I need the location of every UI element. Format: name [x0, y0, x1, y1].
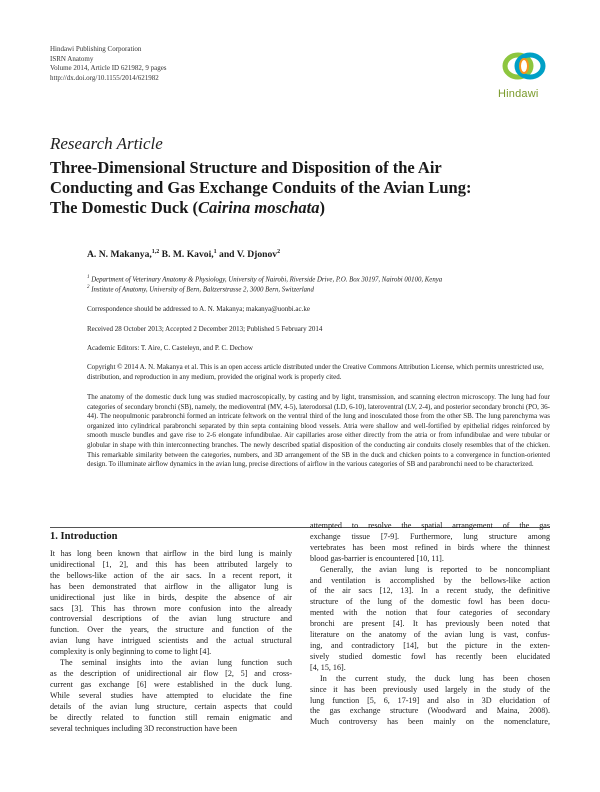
body-text-line: the bellows-like action of the air sacs. In a recent report, it	[50, 570, 292, 580]
doi-link[interactable]: http://dx.doi.org/10.1155/2014/621982	[50, 73, 159, 82]
title-line-3	[50, 198, 570, 218]
author-list	[87, 249, 280, 260]
section-heading: 1. Introduction	[50, 531, 118, 542]
affiliation-2	[87, 285, 314, 293]
publisher-name: Hindawi Publishing Corporation	[50, 45, 142, 53]
author-3: and V. Djonov	[216, 249, 278, 261]
title-line-1: Three-Dimensional Structure and Disposition of the Air	[50, 158, 442, 177]
body-text-line: of the air sacs [12, 13]. In a recent study, the definitive	[310, 586, 550, 596]
body-text-line: structure of the lung of the domestic fowl has been docu-	[310, 597, 550, 607]
author-1-affiliation: 1,2	[151, 249, 160, 255]
abstract: The anatomy of the domestic duck lung was studied macroscopically, by casting and by light, transmission, and scanning electron microscopy. The lung had four categories of secondary bronchi (SB), namely, the medioventral (MV, 4-5), laterodorsal (LD, 6-10), lateroventral (LV, 2-4), and posterior secondary bronchi (PO, 36-44). The neopulmonic parabronchi formed an intricate feltwork on the ventral third of the lung and inosculated those from the other SB. The lung parenchyma was organized into cylindrical parabronchi separated by thin septa containing blood vessels. Atria were shallow and well-fortified by epithelial ridges reinforced by smooth muscle bundles and gave rise to 2-6 elongate infundibulae. Air capillaries arose either directly from the atria or from infundibulae and were tubular or globular in shape with thin interconnecting branches. The newly described spatial disposition of the conducting air conduits closely resembles that of the chicken. This remarkable similarity between the categories, numbers, and 3D arrangement of the SB in the duck and chicken points to a convergence in function-oriented design. To illuminate airflow dynamics in the avian lung, precise directions of airflow in the various categories of SB and parabronchi need to be characterized.	[87, 393, 550, 469]
body-text-line: function. Over the years, the structure and function of the	[50, 625, 292, 635]
journal-name: ISRN Anatomy	[50, 54, 94, 63]
body-text-line: Generally, the avian lung is reported to be noncompliant	[320, 564, 550, 574]
affiliation-1-text: Department of Veterinary Anatomy & Physiology, University of Nairobi, Riverside Drive, P.O. Box 30197, Nairobi 00100, Kenya	[91, 276, 443, 284]
affiliation-2-marker: 2	[87, 285, 90, 290]
body-text-line: Much controversy has been mainly on the nomenclature,	[310, 717, 550, 727]
body-text-line: blood gas-barrier is encountered [10, 11].	[310, 553, 444, 563]
body-text-line: several techniques including 3D reconstruction have been	[50, 723, 237, 733]
publication-dates: Received 28 October 2013; Accepted 2 December 2013; Published 5 February 2014	[87, 325, 323, 333]
logo-text: Hindawi	[498, 88, 539, 100]
volume-info: Volume 2014, Article ID 621982, 9 pages	[50, 64, 167, 73]
body-text-line: vertebrates has been most refined in birds where the thinnest	[310, 542, 550, 552]
body-text-line: It has long been known that airflow in the bird lung is mainly	[50, 549, 292, 558]
body-text-line: In the current study, the duck lung has been chosen	[320, 673, 550, 683]
body-text-line: sacs [3]. This has thrown more confusion into the already	[50, 603, 292, 613]
body-text-line: exchange tissue [7-9]. Furthermore, lung structure among	[310, 531, 550, 541]
article-type: Research Article	[50, 134, 163, 153]
body-text-line: [4, 15, 16].	[310, 662, 346, 672]
journal-meta	[50, 45, 167, 83]
body-text-line: controversial descriptions of the avian lung structure and	[50, 614, 292, 624]
body-text-line: current gas exchange [6] were established in the duck lung.	[50, 679, 292, 689]
logo-ring-accent	[520, 59, 528, 73]
correspondence: Correspondence should be addressed to A. N. Makanya; makanya@uonbi.ac.ke	[87, 305, 310, 313]
affiliation-1-marker: 1	[87, 275, 90, 280]
right-column	[310, 521, 550, 728]
species-name: Cairina moschata	[198, 198, 320, 217]
affiliation-2-text: Institute of Anatomy, University of Bern, Baltzerstrasse 2, 3000 Bern, Switzerland	[91, 286, 314, 294]
author-1: A. N. Makanya,	[87, 249, 152, 261]
body-text-line: ing, and contradictory [14], but the picture in the exten-	[310, 640, 550, 650]
left-column	[50, 549, 292, 734]
body-text-line: avian lung have intrigued scientists and the actual structural	[50, 636, 292, 646]
body-text-line: details of the avian lung structure, certain aspects that could	[50, 701, 292, 711]
body-text-line: sively studied domestic fowl has recently been elucidated	[310, 651, 550, 661]
body-text-line: has been demonstrated that airflow in the alligator lung is	[50, 581, 292, 591]
body-text-line: complexity is only beginning to come to light [4].	[50, 647, 212, 657]
body-text-line: unidirectional [1, 2], and this has been attributed largely to	[50, 559, 292, 569]
body-text-line: be directly related to function still remain enigmatic and	[50, 712, 292, 722]
body-text-line: While several studies have attempted to elucidate the fine	[50, 690, 292, 700]
title-line-3-pre: The Domestic Duck (	[50, 198, 199, 217]
body-text-line: the gas exchange structure (Woodward and Maina, 2008).	[310, 706, 550, 716]
body-text-line: as the description of unidirectional air flow [2, 5] and cross-	[50, 668, 292, 678]
author-3-affiliation: 2	[277, 249, 281, 255]
affiliation-1	[87, 275, 442, 283]
body-text-line: bronchi are present [4]. It has previously been noted that	[310, 619, 550, 629]
body-text-line: unidirectional just like in birds, despite the absence of air	[50, 592, 292, 602]
body-text-line: lung function [5, 6, 17-19] and also in 3D elucidation of	[310, 695, 550, 705]
body-text-line: The seminal insights into the avian lung function such	[60, 658, 292, 668]
body-text-line: literature on the anatomy of the avian lung is vast, confus-	[310, 630, 550, 640]
body-text-line: attempted to resolve the spatial arrangement of the gas	[310, 521, 550, 530]
copyright-notice: Copyright © 2014 A. N. Makanya et al. This is an open access article distributed under the Creative Commons Attribution License, which permits unrestricted use, distribution, and reproduction in any medium, provided the original work is properly cited.	[87, 363, 544, 381]
body-text-line: mented with the notion that four categories of secondary	[310, 608, 550, 618]
academic-editors: Academic Editors: T. Aire, C. Casteleyn, and P. C. Dechow	[87, 344, 253, 352]
article-title	[50, 158, 570, 218]
body-text-line: and ventilation is accomplished by the bellows-like action	[310, 575, 550, 585]
title-line-2: Conducting and Gas Exchange Conduits of the Avian Lung:	[50, 178, 472, 197]
author-2: B. M. Kavoi,	[159, 249, 214, 261]
body-text-line: since it has been previously used largely in the study of the	[310, 684, 550, 694]
author-2-affiliation: 1	[213, 249, 217, 255]
title-line-3-post: )	[319, 198, 326, 217]
